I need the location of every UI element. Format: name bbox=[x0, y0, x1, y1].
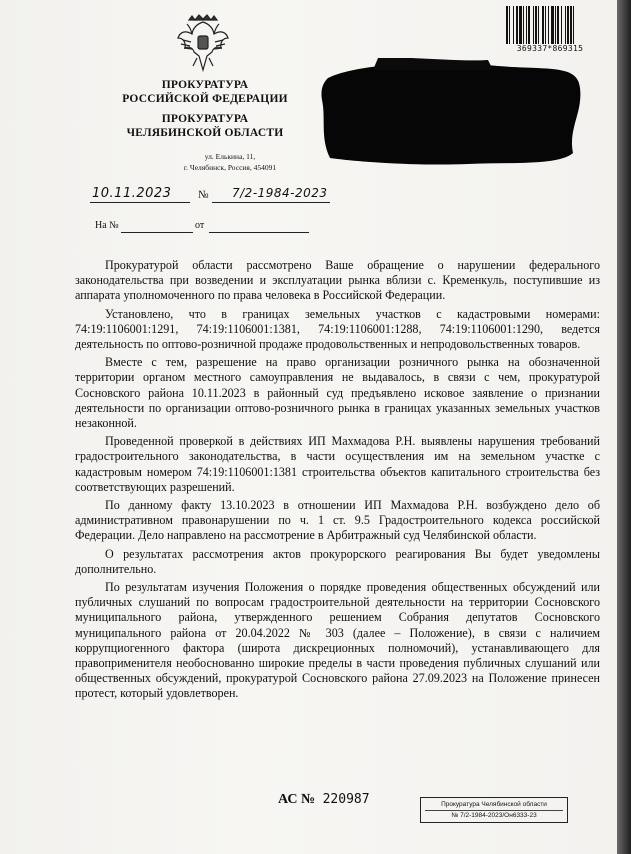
registration-stamp bbox=[420, 797, 568, 823]
address-line2: г. Челябинск, Россия, 454091 bbox=[183, 163, 277, 172]
body-paragraph: Прокуратурой области рассмотрено Ваше обращение о нарушении федерального законодательства при возведении и эксплуатации рынка вблизи с. Кременкуль, поступившие из аппарата уполномоченного по права человека в Российской Федерации. bbox=[75, 258, 600, 303]
reference-line bbox=[95, 220, 315, 236]
ac-number-block bbox=[278, 792, 370, 808]
org-name-line1: ПРОКУРАТУРА bbox=[161, 79, 249, 91]
body-paragraph: Проведенной проверкой в действиях ИП Махмадова Р.Н. выявлены нарушения требований градостроительного законодательства, в части осуществления им на земельном участке с кадастровым номером 74:19:1106001:1381 строительства объектов капитального строительства без соответствующих разрешений. bbox=[75, 434, 600, 494]
body-paragraph: Установлено, что в границах земельных участков с кадастровыми номерами: 74:19:1106001:1291, 74:19:1106001:1381, 74:19:1106001:1288, 74:19:1106001:1290, ведется деятельность по оптово-розничной продаже продовольственных и непродовольственных товаров. bbox=[75, 306, 600, 352]
stamp-line1: Прокуратура Челябинской области bbox=[425, 800, 563, 811]
page-edge-shadow bbox=[617, 0, 631, 854]
issuer-address bbox=[175, 151, 285, 173]
outgoing-date-number bbox=[90, 186, 340, 206]
russian-coat-of-arms-icon bbox=[175, 12, 231, 74]
letter-body bbox=[75, 258, 600, 705]
org-name-line2: РОССИЙСКОЙ ФЕДЕРАЦИИ bbox=[122, 93, 288, 105]
org-name-line3: ПРОКУРАТУРА bbox=[161, 113, 249, 125]
ac-label: АС № bbox=[278, 792, 316, 807]
barcode-number: 369337*869315 bbox=[516, 44, 584, 53]
redacted-recipient bbox=[318, 58, 583, 168]
outgoing-date: 10.11.2023 bbox=[92, 186, 172, 201]
body-paragraph: Вместе с тем, разрешение на право организации розничного рынка на обозначенной территории органом местного самоуправления не выдавалось, в связи с чем, прокуратурой Сосновского района 10.11.2023 в районный суд предъявлено исковое заявление о признании деятельности по организации оптово-розничного рынка в границах указанных земельных участков незаконной. bbox=[75, 355, 600, 431]
number-label: № bbox=[198, 189, 209, 201]
issuer-block bbox=[95, 78, 315, 140]
body-paragraph: По данному факту 13.10.2023 в отношении ИП Махмадова Р.Н. возбуждено дело об административном правонарушении по ч. 1 ст. 9.5 Градостроительного кодекса российской Федерации. Дело направлено на рассмотрение в Арбитражный суд Челябинской области. bbox=[75, 498, 600, 543]
stamp-line2: № 7/2-1984-2023/Он6333-23 bbox=[451, 812, 537, 819]
outgoing-number: 7/2-1984-2023 bbox=[232, 186, 328, 200]
ref-label: На № bbox=[95, 220, 119, 231]
body-paragraph: По результатам изучения Положения о порядке проведения общественных обсуждений или публичных слушаний по вопросам градостроительной деятельности на территории Сосновского муниципального района, утвержденного решением Собрания депутатов Сосновского муниципального района от 20.04.2022 № 303 (далее – Положение), в связи с наличием коррупциогенного фактора (широта дискреционных полномочий), устанавливающего для правоприменителя необоснованно широкие пределы в части проведения публичных слушаний или общественных обсуждений, прокуратурой Сосновского района 27.09.2023 на Положение принесен протест, который удовлетворен. bbox=[75, 580, 600, 701]
barcode bbox=[505, 6, 593, 46]
ref-from-label: от bbox=[195, 220, 205, 231]
address-line1: ул. Елькина, 11, bbox=[204, 152, 256, 161]
org-name-line4: ЧЕЛЯБИНСКОЙ ОБЛАСТИ bbox=[126, 127, 284, 139]
ac-number: 220987 bbox=[322, 792, 370, 807]
body-paragraph: О результатах рассмотрения актов прокурорского реагирования Вы будет уведомлены дополнительно. bbox=[75, 546, 600, 576]
